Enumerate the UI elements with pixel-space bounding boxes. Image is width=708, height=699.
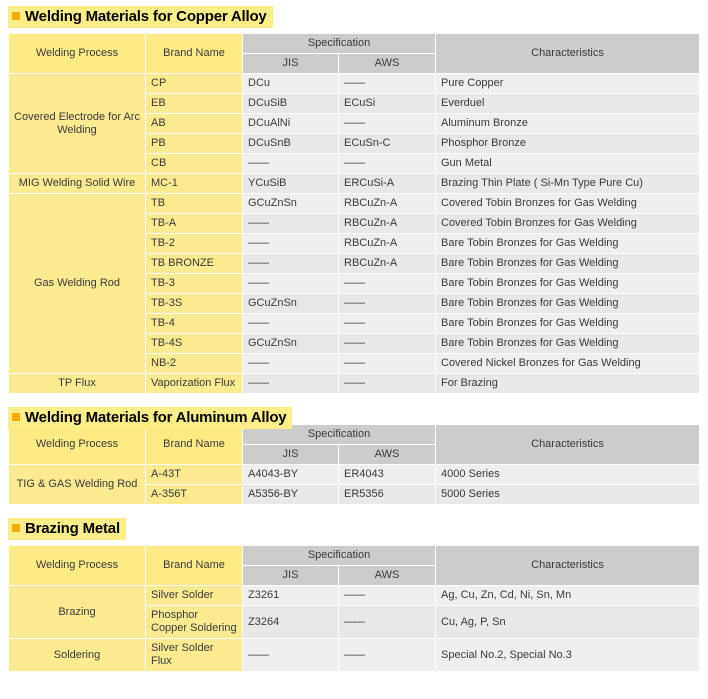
cell-aws: RBCuZn-A <box>339 214 435 233</box>
cell-brand-name: CP <box>146 74 242 93</box>
cell-brand-name: A-356T <box>146 485 242 504</box>
col-header-aws: AWS <box>339 566 435 585</box>
cell-aws: —— <box>339 114 435 133</box>
cell-jis: A4043-BY <box>243 465 338 484</box>
cell-jis: GCuZnSn <box>243 194 338 213</box>
cell-characteristics: Covered Tobin Bronzes for Gas Welding <box>436 214 699 233</box>
cell-characteristics: Cu, Ag, P, Sn <box>436 606 699 638</box>
col-header-specification: Specification <box>243 34 435 53</box>
table-row <box>9 74 699 93</box>
cell-brand-name: TB-2 <box>146 234 242 253</box>
cell-jis: Z3264 <box>243 606 338 638</box>
cell-jis: DCuSnB <box>243 134 338 153</box>
cell-brand-name: TB-4 <box>146 314 242 333</box>
cell-jis: Z3261 <box>243 586 338 605</box>
cell-jis: —— <box>243 354 338 373</box>
cell-characteristics: Everduel <box>436 94 699 113</box>
cell-characteristics: For Brazing <box>436 374 699 393</box>
cell-aws: ECuSi <box>339 94 435 113</box>
cell-characteristics: Gun Metal <box>436 154 699 173</box>
cell-brand-name: NB-2 <box>146 354 242 373</box>
section-header-copper-alloy <box>0 0 708 33</box>
section-title-copper-alloy <box>8 6 273 28</box>
cell-brand-name: TB-3 <box>146 274 242 293</box>
section-title-brazing-metal <box>8 518 126 540</box>
cell-characteristics: Ag, Cu, Zn, Cd, Ni, Sn, Mn <box>436 586 699 605</box>
col-header-specification: Specification <box>243 425 435 444</box>
cell-jis: YCuSiB <box>243 174 338 193</box>
col-header-characteristics: Characteristics <box>436 34 699 73</box>
cell-jis: —— <box>243 154 338 173</box>
cell-characteristics: 4000 Series <box>436 465 699 484</box>
col-header-specification: Specification <box>243 546 435 565</box>
col-header-jis: JIS <box>243 54 338 73</box>
col-header-brand-name: Brand Name <box>146 425 242 464</box>
cell-brand-name: TB BRONZE <box>146 254 242 273</box>
cell-aws: —— <box>339 374 435 393</box>
table-brazing-metal <box>8 545 700 672</box>
section-header-brazing-metal <box>0 505 708 545</box>
col-header-characteristics: Characteristics <box>436 546 699 585</box>
cell-brand-name: AB <box>146 114 242 133</box>
cell-aws: ER5356 <box>339 485 435 504</box>
cell-characteristics: Covered Nickel Bronzes for Gas Welding <box>436 354 699 373</box>
cell-characteristics: Bare Tobin Bronzes for Gas Welding <box>436 274 699 293</box>
cell-welding-process: Covered Electrode for Arc Welding <box>9 74 145 173</box>
cell-aws: ECuSn-C <box>339 134 435 153</box>
cell-jis: —— <box>243 254 338 273</box>
cell-brand-name: TB <box>146 194 242 213</box>
cell-brand-name: PB <box>146 134 242 153</box>
cell-characteristics: 5000 Series <box>436 485 699 504</box>
cell-jis: GCuZnSn <box>243 294 338 313</box>
col-header-welding-process: Welding Process <box>9 425 145 464</box>
table-header-row-top <box>9 546 699 565</box>
col-header-brand-name: Brand Name <box>146 546 242 585</box>
cell-jis: DCuSiB <box>243 94 338 113</box>
cell-characteristics: Pure Copper <box>436 74 699 93</box>
cell-welding-process: Gas Welding Rod <box>9 194 145 373</box>
table-row <box>9 586 699 605</box>
col-header-welding-process: Welding Process <box>9 546 145 585</box>
cell-jis: GCuZnSn <box>243 334 338 353</box>
section-title-text: Welding Materials for Copper Alloy <box>25 8 267 25</box>
col-header-characteristics: Characteristics <box>436 425 699 464</box>
bullet-square-icon <box>12 524 20 532</box>
table-row <box>9 639 699 671</box>
cell-characteristics: Bare Tobin Bronzes for Gas Welding <box>436 334 699 353</box>
col-header-aws: AWS <box>339 54 435 73</box>
section-title-aluminum-alloy <box>8 407 292 429</box>
table-row <box>9 194 699 213</box>
cell-jis: —— <box>243 374 338 393</box>
cell-brand-name: TB-4S <box>146 334 242 353</box>
cell-jis: A5356-BY <box>243 485 338 504</box>
cell-aws: —— <box>339 154 435 173</box>
table-copper-alloy <box>8 33 700 394</box>
col-header-jis: JIS <box>243 566 338 585</box>
cell-welding-process: Brazing <box>9 586 145 638</box>
cell-jis: DCu <box>243 74 338 93</box>
cell-aws: RBCuZn-A <box>339 234 435 253</box>
cell-aws: —— <box>339 74 435 93</box>
bullet-square-icon <box>12 413 20 421</box>
table-row <box>9 374 699 393</box>
cell-brand-name: Silver Solder Flux <box>146 639 242 671</box>
cell-characteristics: Bare Tobin Bronzes for Gas Welding <box>436 314 699 333</box>
cell-jis: —— <box>243 314 338 333</box>
cell-brand-name: TB-A <box>146 214 242 233</box>
cell-brand-name: MC-1 <box>146 174 242 193</box>
cell-characteristics: Special No.2, Special No.3 <box>436 639 699 671</box>
cell-aws: —— <box>339 639 435 671</box>
cell-jis: —— <box>243 274 338 293</box>
cell-aws: —— <box>339 606 435 638</box>
cell-welding-process: TIG & GAS Welding Rod <box>9 465 145 504</box>
cell-brand-name: CB <box>146 154 242 173</box>
table-aluminum-alloy <box>8 424 700 505</box>
cell-aws: RBCuZn-A <box>339 254 435 273</box>
cell-aws: —— <box>339 274 435 293</box>
cell-aws: —— <box>339 334 435 353</box>
cell-jis: —— <box>243 234 338 253</box>
bullet-square-icon <box>12 12 20 20</box>
cell-brand-name: TB-3S <box>146 294 242 313</box>
section-title-text: Welding Materials for Aluminum Alloy <box>25 409 287 426</box>
col-header-jis: JIS <box>243 445 338 464</box>
cell-aws: —— <box>339 586 435 605</box>
table-row <box>9 174 699 193</box>
cell-brand-name: Silver Solder <box>146 586 242 605</box>
col-header-welding-process: Welding Process <box>9 34 145 73</box>
section-header-aluminum-alloy <box>0 394 708 424</box>
cell-characteristics: Covered Tobin Bronzes for Gas Welding <box>436 194 699 213</box>
cell-aws: —— <box>339 354 435 373</box>
table-header-row-top <box>9 34 699 53</box>
cell-characteristics: Bare Tobin Bronzes for Gas Welding <box>436 254 699 273</box>
cell-jis: —— <box>243 639 338 671</box>
cell-characteristics: Bare Tobin Bronzes for Gas Welding <box>436 294 699 313</box>
cell-welding-process: MIG Welding Solid Wire <box>9 174 145 193</box>
cell-aws: —— <box>339 294 435 313</box>
cell-aws: ER4043 <box>339 465 435 484</box>
cell-jis: DCuAlNi <box>243 114 338 133</box>
cell-characteristics: Aluminum Bronze <box>436 114 699 133</box>
cell-brand-name: Vaporization Flux <box>146 374 242 393</box>
cell-brand-name: Phosphor Copper Soldering <box>146 606 242 638</box>
cell-characteristics: Brazing Thin Plate ( Si-Mn Type Pure Cu) <box>436 174 699 193</box>
cell-characteristics: Bare Tobin Bronzes for Gas Welding <box>436 234 699 253</box>
table-row <box>9 465 699 484</box>
cell-aws: —— <box>339 314 435 333</box>
cell-aws: ERCuSi-A <box>339 174 435 193</box>
col-header-aws: AWS <box>339 445 435 464</box>
cell-welding-process: Soldering <box>9 639 145 671</box>
cell-brand-name: EB <box>146 94 242 113</box>
cell-welding-process: TP Flux <box>9 374 145 393</box>
col-header-brand-name: Brand Name <box>146 34 242 73</box>
section-title-text: Brazing Metal <box>25 520 120 537</box>
cell-characteristics: Phosphor Bronze <box>436 134 699 153</box>
cell-aws: RBCuZn-A <box>339 194 435 213</box>
cell-jis: —— <box>243 214 338 233</box>
cell-brand-name: A-43T <box>146 465 242 484</box>
